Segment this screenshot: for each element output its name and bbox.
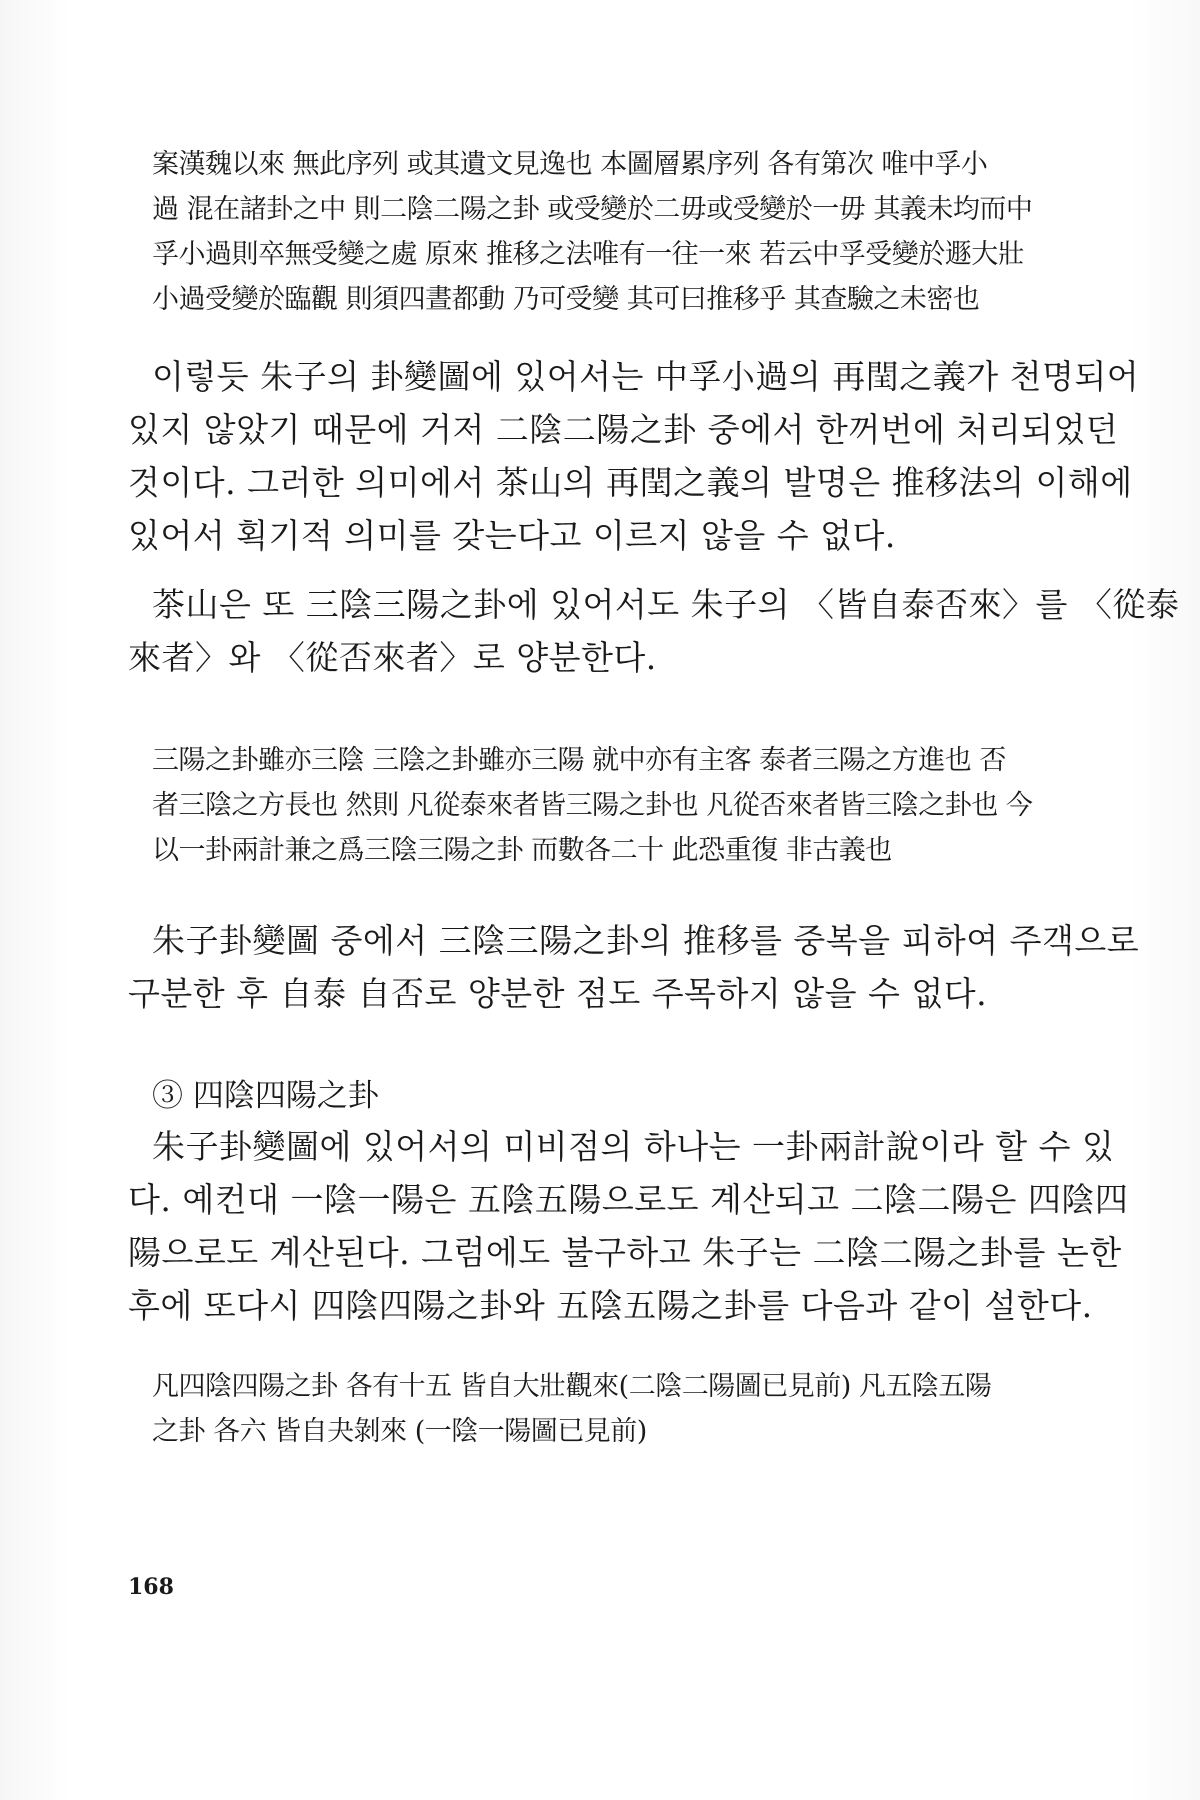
- quote-line: 小過受變於臨觀 則須四晝都動 乃可受變 其可曰推移乎 其查驗之未密也: [152, 284, 980, 315]
- quote-line: 之卦 各六 皆自夬剝來 (一陰一陽圖已見前): [152, 1416, 647, 1447]
- quote-line: 案漢魏以來 無此序列 或其遺文見逸也 本圖層累序列 各有第次 唯中孚小: [152, 149, 988, 180]
- page-number: 168: [128, 1574, 174, 1600]
- quote-line: 者三陰之方長也 然則 凡從泰來者皆三陽之卦也 凡從否來者皆三陰之卦也 今: [152, 790, 1033, 821]
- quote-line: 三陽之卦雖亦三陰 三陰之卦雖亦三陽 就中亦有主客 泰者三陽之方進也 否: [152, 745, 1006, 776]
- quotation-block-3: [152, 1364, 991, 1454]
- paragraph-line: 구분한 후 自泰 自否로 양분한 점도 주목하지 않을 수 없다.: [128, 974, 988, 1013]
- quotation-block-2: [152, 738, 1032, 873]
- quote-line: 凡四陰四陽之卦 各有十五 皆自大壯觀來(二陰二陽圖已見前) 凡五陰五陽: [152, 1371, 992, 1402]
- paragraph-line: 것이다. 그러한 의미에서 茶山의 再閏之義의 발명은 推移法의 이해에: [128, 463, 1133, 502]
- paragraph-line: 있어서 획기적 의미를 갖는다고 이르지 않을 수 없다.: [128, 516, 896, 555]
- paragraph-line: 朱子卦變圖에 있어서의 미비점의 하나는 一卦兩計說이라 할 수 있: [152, 1127, 1115, 1166]
- body-paragraph-2: [128, 578, 1179, 684]
- body-paragraph-4: [128, 1120, 1128, 1332]
- quote-line: 以一卦兩計兼之爲三陰三陽之卦 而數各二十 此恐重復 非古義也: [152, 835, 892, 866]
- paragraph-line: 이렇듯 朱子의 卦變圖에 있어서는 中孚小過의 再閏之義가 천명되어: [152, 357, 1140, 396]
- section-subheading: ③ 四陰四陽之卦: [152, 1078, 379, 1114]
- paragraph-line: 있지 않았기 때문에 거저 二陰二陽之卦 중에서 한꺼번에 처리되었던: [128, 410, 1119, 449]
- paragraph-line: 陽으로도 계산된다. 그럼에도 불구하고 朱子는 二陰二陽之卦를 논한: [128, 1233, 1122, 1272]
- paragraph-line: 來者〉와 〈從否來者〉로 양분한다.: [128, 638, 657, 677]
- quote-line: 過 混在諸卦之中 則二陰二陽之卦 或受變於二毋或受變於一毋 其義未均而中: [152, 194, 1033, 225]
- paragraph-line: 茶山은 또 三陰三陽之卦에 있어서도 朱子의 〈皆自泰否來〉를 〈從泰: [152, 585, 1180, 624]
- body-paragraph-1: [128, 350, 1139, 562]
- quotation-block-1: [152, 142, 1032, 322]
- paragraph-line: 朱子卦變圖 중에서 三陰三陽之卦의 推移를 중복을 피하여 주객으로: [152, 921, 1140, 960]
- quote-line: 孚小過則卒無受變之處 原來 推移之法唯有一往一來 若云中孚受變於遯大壯: [152, 239, 1025, 270]
- paragraph-line: 후에 또다시 四陰四陽之卦와 五陰五陽之卦를 다음과 같이 설한다.: [128, 1286, 1093, 1325]
- paragraph-line: 다. 예컨대 一陰一陽은 五陰五陽으로도 계산되고 二陰二陽은 四陰四: [128, 1180, 1129, 1219]
- body-paragraph-3: [128, 914, 1139, 1020]
